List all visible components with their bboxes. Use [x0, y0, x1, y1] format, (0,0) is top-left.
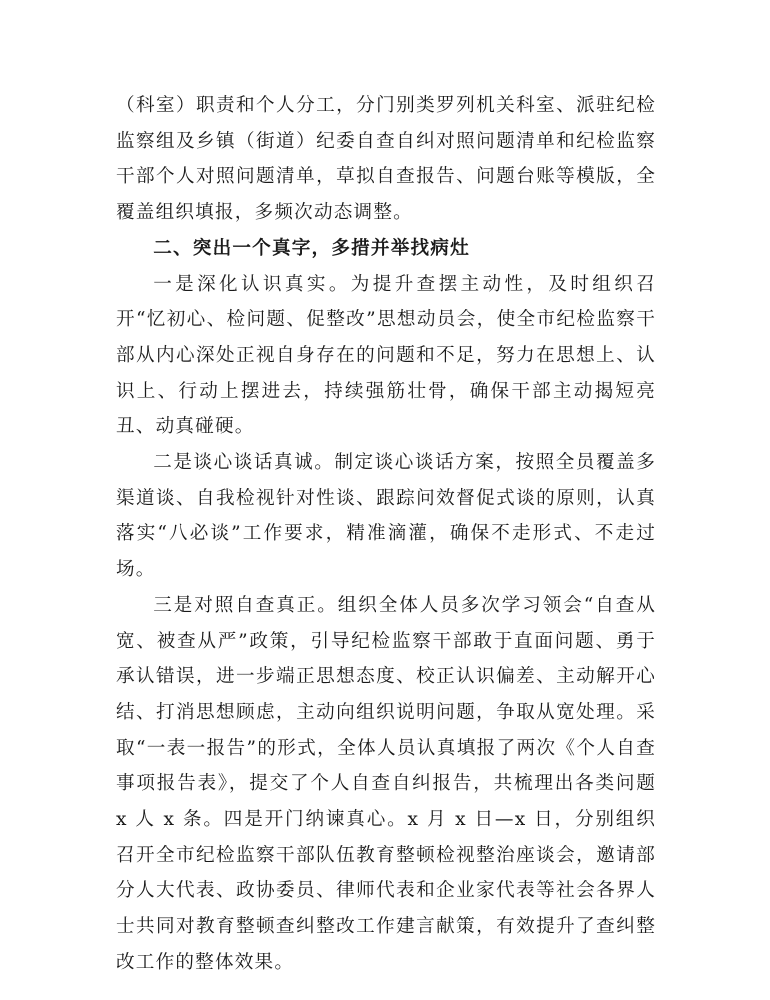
- paragraph-deepen-understanding: 一是深化认识真实。为提升查摆主动性，及时组织召开“忆初心、检问题、促整改”思想动员会，使全市纪检监察干部从内心深处正视自身存在的问题和不足，努力在思想上、认识上、行动上摆进去，持续强筋壮骨，确保干部主动揭短亮丑、动真碰硬。: [116, 273, 656, 438]
- paragraph-duties: （科室）职责和个人分工，分门别类罗列机关科室、派驻纪检监察组及乡镇（街道）纪委自查自纠对照问题清单和纪检监察干部个人对照问题清单，草拟自查报告、问题台账等模版，全覆盖组织填报，多频次动态调整。: [116, 95, 656, 224]
- document-page: [116, 88, 656, 981]
- paragraph-self-inspection: 三是对照自查真正。组织全体人员多次学习领会“自查从宽、被查从严”政策，引导纪检监察干部敢于直面问题、勇于承认错误，进一步端正思想态度、校正认识偏差、主动解开心结、打消思想顾虑，主动向组织说明问题，争取从宽处理。采取“一表一报告”的形式，全体人员认真填报了两次《个人自查事项报告表》，提交了个人自查自纠报告，共梳理出各类问题 x 人 x 条。四是开门纳谏真心。x 月 x 日—x 日，分别组织召开全市纪检监察干部队伍教育整顿检视整治座谈会，邀请部分人大代表、政协委员、律师代表和企业家代表等社会各界人士共同对教育整顿查纠整改工作建言献策，有效提升了查纠整改工作的整体效果。: [116, 594, 656, 973]
- paragraph-heart-to-heart-talks: 二是谈心谈话真诚。制定谈心谈话方案，按照全员覆盖多渠道谈、自我检视针对性谈、跟踪问效督促式谈的原则，认真落实“八必谈”工作要求，精准滴灌，确保不走形式、不走过场。: [116, 452, 656, 581]
- section-heading-two: 二、突出一个真字，多措并举找病灶: [153, 237, 470, 259]
